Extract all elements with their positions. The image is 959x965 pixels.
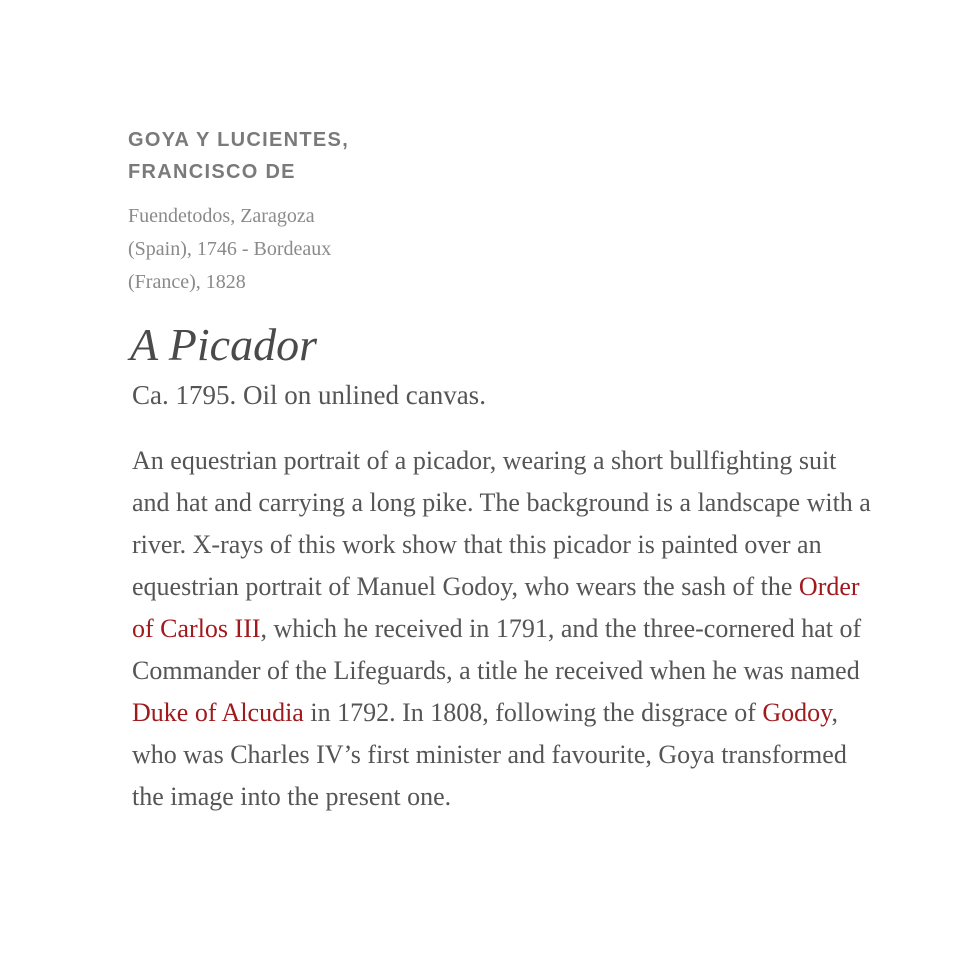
description-text: An equestrian portrait of a picador, wearing a short bullfighting suit and hat and carrying a long pike. The background is a landscape with a river. X-rays of this work show that this picador is painted over an equestrian portrait of Manuel Godoy, who wears the sash of the [132,446,871,601]
artist-name: GOYA Y LUCIENTES, FRANCISCO DE [128,129,350,183]
description-text: , who was Charles IV’s first minister and favourite, Goya transformed the image into the present one. [132,698,847,811]
artwork-card [128,124,888,818]
description-text: in 1792. In 1808, following the disgrace of [303,698,763,727]
duke-of-alcudia-link[interactable]: Duke of Alcudia [132,698,304,727]
artwork-meta: Ca. 1795. Oil on unlined canvas. [132,380,486,410]
artwork-title: A Picador [130,319,317,370]
godoy-link[interactable]: Godoy [762,698,832,727]
description-text: , which he received in 1791, and the three-cornered hat of Commander of the Lifeguards, a title he received when he was named [132,614,862,685]
artwork-description [132,440,880,818]
order-of-carlos-iii-link[interactable]: Order of Carlos III [132,572,860,643]
artist-bio: Fuendetodos, Zaragoza (Spain), 1746 - Bordeaux (France), 1828 [128,205,332,293]
